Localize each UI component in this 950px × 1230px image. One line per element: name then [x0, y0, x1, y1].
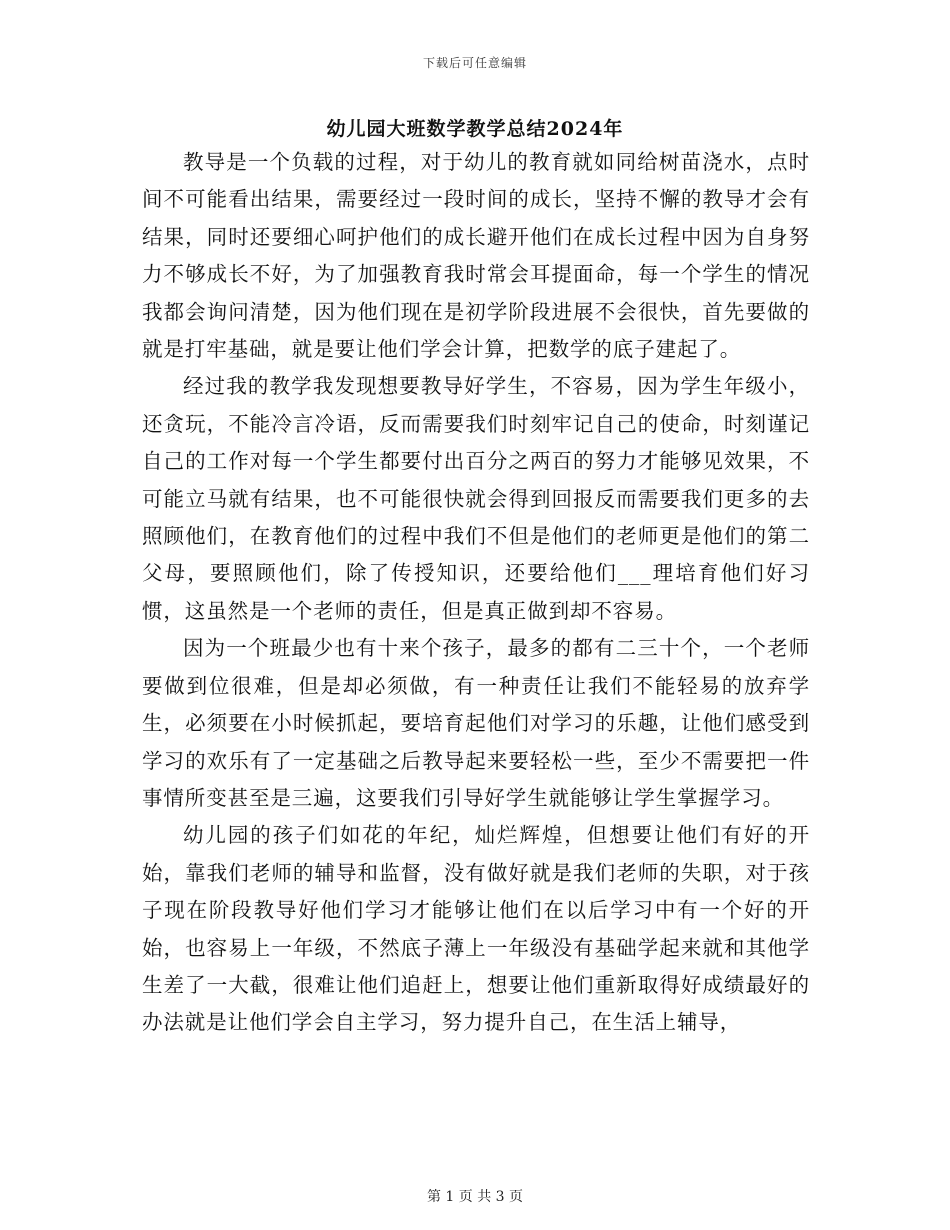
page-number: 第 1 页 共 3 页: [426, 1189, 524, 1205]
paragraph-4: 幼儿园的孩子们如花的年纪，灿烂辉煌，但想要让他们有好的开始，靠我们老师的辅导和监督，没有做好就是我们老师的失职，对于孩子现在阶段教导好他们学习才能够让他们在以后学习中有一个好的开始，也容易上一年级，不然底子薄上一年级没有基础学起来就和其他学生差了一大截，很难让他们追赶上，想要让他们重新取得好成绩最好的办法就是让他们学会自主学习，努力提升自己，在生活上辅导，: [142, 823, 810, 1035]
paragraph-2: 经过我的教学我发现想要教导好学生，不容易，因为学生年级小，还贪玩，不能冷言冷语，反而需要我们时刻牢记自己的使命，时刻谨记自己的工作对每一个学生都要付出百分之两百的努力才能够见效果，不可能立马就有结果，也不可能很快就会得到回报反而需要我们更多的去照顾他们，在教育他们的过程中我们不但是他们的老师更是他们的第二父母，要照顾他们，除了传授知识，还要给他们___理培育他们好习惯，这虽然是一个老师的责任，但是真正做到却不容易。: [142, 374, 810, 623]
paragraph-1: 教导是一个负载的过程，对于幼儿的教育就如同给树苗浇水，点时间不可能看出结果，需要经过一段时间的成长，坚持不懈的教导才会有结果，同时还要细心呵护他们的成长避开他们在成长过程中因为自身努力不够成长不好，为了加强教育我时常会耳提面命，每一个学生的情况我都会询问清楚，因为他们现在是初学阶段进展不会很快，首先要做的就是打牢基础，就是要让他们学会计算，把数学的底子建起了。: [142, 150, 810, 362]
paragraph-3: 因为一个班最少也有十来个孩子，最多的都有二三十个，一个老师要做到位很难，但是却必须做，有一种责任让我们不能轻易的放弃学生，必须要在小时候抓起，要培育起他们对学习的乐趣，让他们感受到学习的欢乐有了一定基础之后教导起来要轻松一些，至少不需要把一件事情所变甚至是三遍，这要我们引导好学生就能够让学生掌握学习。: [142, 636, 810, 810]
document-title: 幼儿园大班数学教学总结2024年: [326, 118, 624, 140]
header-note: 下载后可任意编辑: [422, 56, 527, 70]
document-body: [142, 144, 810, 1042]
